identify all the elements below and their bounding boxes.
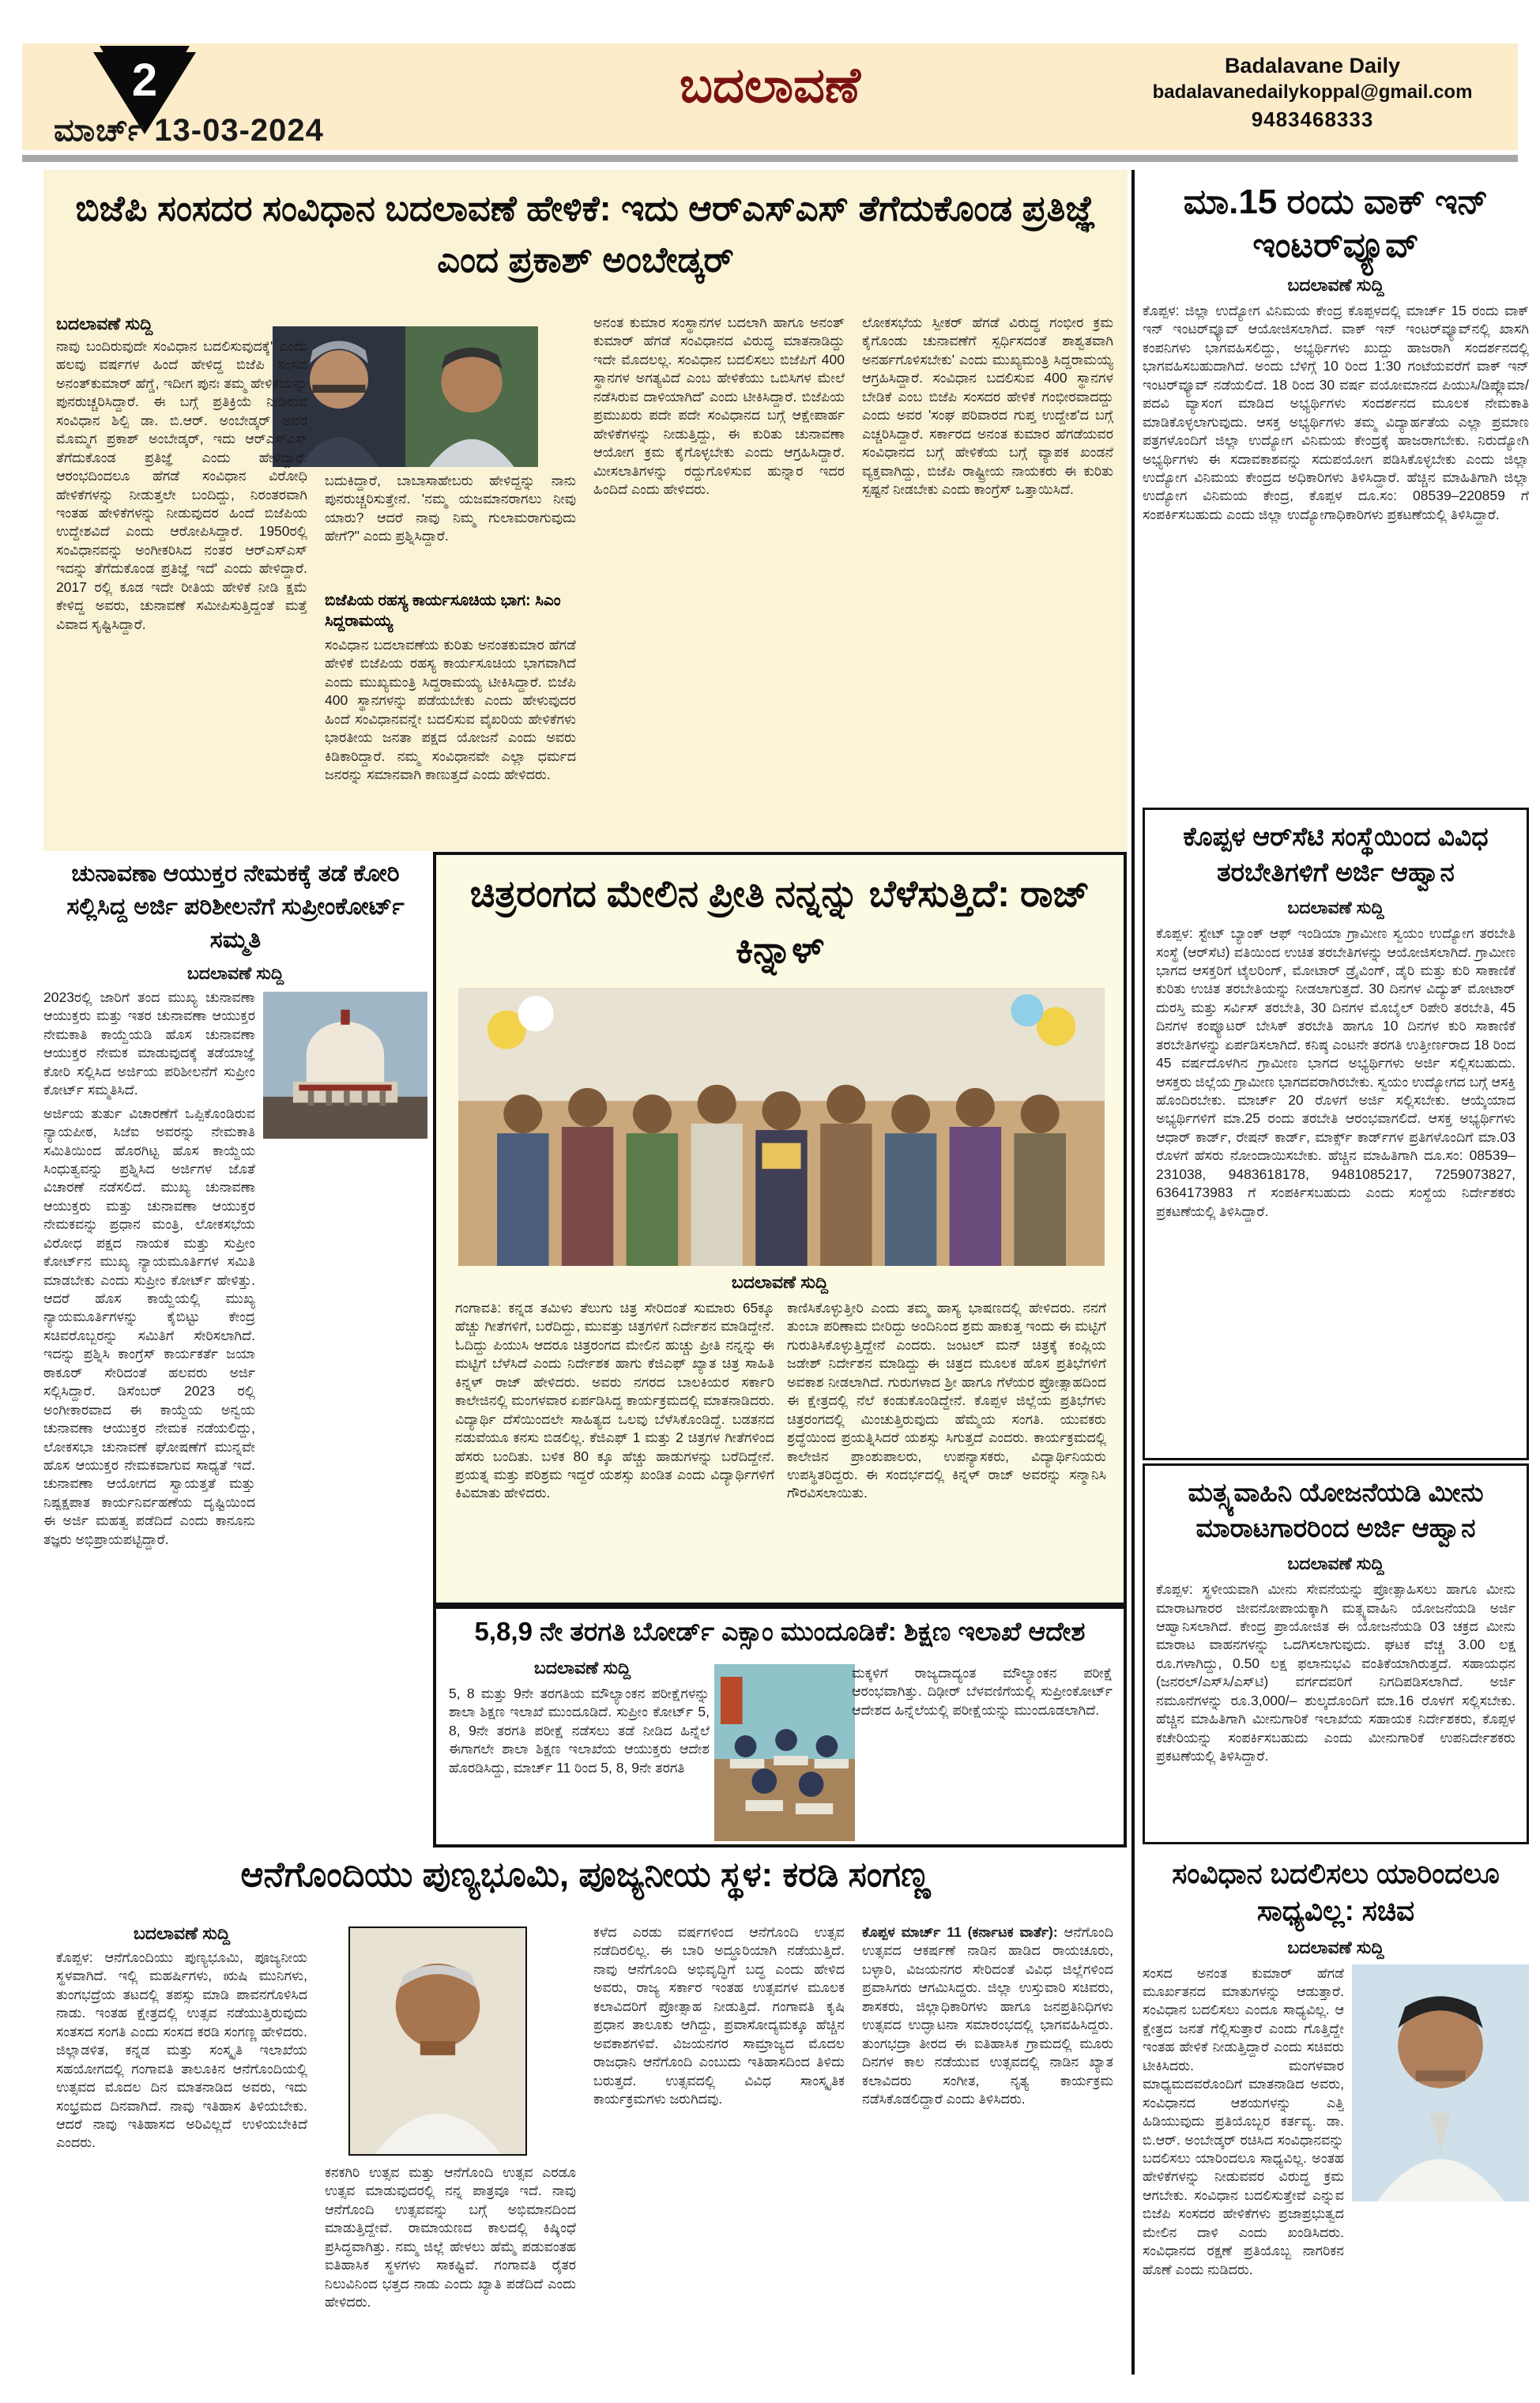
anegondi-col1-text: ಕೊಪ್ಪಳ: ಆನೆಗೊಂದಿಯು ಪುಣ್ಯಭೂಮಿ, ಪೂಜ್ಯನೀಯ ಸ್ಥಳವಾಗಿದೆ. ಇಲ್ಲಿ ಮಹರ್ಷಿಗಳು, ಋಷಿ ಮುನಿಗಳು, ತುಂಗಭದ್ರೆಯ ತಟದಲ್ಲಿ ತಪಸ್ಸು ಮಾಡಿ ಪಾವನಗೊಳಿಸಿದ ನಾಡು. ಇಂತಹ ಕ್ಷೇತ್ರದಲ್ಲಿ ಉತ್ಸವ ನಡೆಯುತ್ತಿರುವುದು ಸಂತಸದ ಸಂಗತಿ ಎಂದು ಸಂಸದ ಕರಡಿ ಸಂಗಣ್ಣ ಹೇಳಿದರು. ಜಿಲ್ಲಾಡಳಿತ, ಕನ್ನಡ ಮತ್ತು ಸಂಸ್ಕೃತಿ ಇಲಾಖೆಯ ಸಹಯೋಗದಲ್ಲಿ ಗಂಗಾವತಿ ತಾಲೂಕಿನ ಆನೆಗೊಂದಿಯಲ್ಲಿ ಉತ್ಸವದ ಮೊದಲ ದಿನ ಮಾತನಾಡಿದ ಅವರು, ಇದು ಸಂಭ್ರಮದ ದಿನವಾಗಿದೆ. ನಾವು ಇತಿಹಾಸ ತಿಳಿಯಬೇಕು. ಆದರೆ ನಾವು ಇತಿಹಾಸದ ಅರಿವಿಲ್ಲದೆ ಉಳಿಯಬೇಕಿದೆ ಎಂದರು. [56, 1949, 307, 2151]
lead-col2-text: ಸಂವಿಧಾನ ಬದಲಾವಣೆಯ ಕುರಿತು ಅನಂತಕುಮಾರ ಹೆಗಡೆ ಹೇಳಿಕೆ ಬಿಜೆಪಿಯ ರಹಸ್ಯ ಕಾರ್ಯಸೂಚಿಯ ಭಾಗವಾಗಿದೆ ಎಂದು ಮುಖ್ಯಮಂತ್ರಿ ಸಿದ್ದರಾಮಯ್ಯ ಟೀಕಿಸಿದ್ದಾರೆ. ಬಿಜೆಪಿ 400 ಸ್ಥಾನಗಳನ್ನು ಪಡೆಯಬೇಕು ಎಂದು ಹೇಳುವುದರ ಹಿಂದೆ ಸಂವಿಧಾನವನ್ನೇ ಬದಲಿಸುವ ವೈಖರಿಯ ಹೇಳಿಕೆಗಳು ಭಾರತೀಯ ಜನತಾ ಪಕ್ಷದ ಯೋಜನೆ ಎಂದು ಅವರು ಕಿಡಿಕಾರಿದ್ದಾರೆ. ನಮ್ಮ ಸಂವಿಧಾನವೇ ಎಲ್ಲಾ ಧರ್ಮದ ಜನರನ್ನು ಸಮಾನವಾಗಿ ಕಾಣುತ್ತದೆ ಎಂದು ಹೇಳಿದರು. [325, 637, 576, 783]
article-supreme-court [43, 857, 427, 1849]
walkin-headline: ಮಾ.15 ರಂದು ವಾಕ್ ಇನ್ ಇಂಟರ್‌ವ್ಯೂವ್ [1183, 183, 1489, 265]
cinema-byline: ಬದಲಾವಣೆ ಸುದ್ದಿ [731, 1272, 829, 1292]
lead-col2-top-text: ಬದುಕಿದ್ದಾರೆ, ಬಾಬಾಸಾಹೇಬರು ಹೇಳಿದ್ದನ್ನು ನಾನು ಪುನರುಚ್ಚರಿಸುತ್ತೇನೆ. 'ನಮ್ಮ ಯಜಮಾನರಾಗಲು ನೀವು ಯಾರು? ಆದರೆ ನಾವು ನಿಮ್ಮ ಗುಲಾಮರಾಗುವುದು ಹೇಗೆ?" ಎಂದು ಪ್ರಶ್ನಿಸಿದ್ದಾರೆ. [325, 473, 576, 544]
masthead [22, 43, 1518, 150]
supreme-body1: 2023ರಲ್ಲಿ ಜಾರಿಗೆ ತಂದ ಮುಖ್ಯ ಚುನಾವಣಾ ಆಯುಕ್ತರು ಮತ್ತು ಇತರ ಚುನಾವಣಾ ಆಯುಕ್ತರ ನೇಮಕಾತಿ ಕಾಯ್ದೆಯಡಿ ಹೊಸ ಚುನಾವಣಾ ಆಯುಕ್ತರ ನೇಮಕ ಮಾಡುವುದಕ್ಕೆ ತಡೆಯಾಜ್ಞೆ ಕೋರಿ ಸಲ್ಲಿಸಿದ ಅರ್ಜಿಯ ಪರಿಶೀಲನೆಗೆ ಸುಪ್ರೀಂ ಕೋರ್ಟ್ ಸಮ್ಮತಿಸಿದೆ. [43, 989, 255, 1098]
rail-divider [1131, 170, 1135, 2375]
karadi-sanganna-photo [348, 1927, 527, 2156]
lead-col-3 [593, 314, 845, 845]
exam-byline: ಬದಲಾವಣೆ ಸುದ್ದಿ [533, 1658, 631, 1678]
lead-col-1 [56, 314, 307, 845]
brand-email: badalavanedailykoppal@gmail.com [1152, 81, 1473, 104]
exam-col-right: ಮಕ್ಕಳಿಗೆ ರಾಜ್ಯದಾದ್ಯಂತ ಮೌಲ್ಯಾಂಕನ ಪರೀಕ್ಷೆ ಆರಂಭವಾಗಿತ್ತು. ದಿಢೀರ್ ಬೆಳವಣಿಗೆಯಲ್ಲಿ ಸುಪ್ರೀಂಕೋರ್ಟ್ ಆದೇಶದ ಹಿನ್ನೆಲೆಯಲ್ಲಿ ಪರೀಕ್ಷೆಯನ್ನು ಮುಂದೂಡಲಾಗಿದೆ. [852, 1665, 1113, 1718]
article-lead-constitution [43, 170, 1128, 851]
lead-col-4 [862, 314, 1113, 845]
exam-headline: 5,8,9 ನೇ ತರಗತಿ ಬೋರ್ಡ್ ಎಕ್ಸಾಂ ಮುಂದೂಡಿಕೆ: ಶಿಕ್ಷಣ ಇಲಾಖೆ ಆದೇಶ [474, 1617, 1086, 1646]
classroom-photo [714, 1664, 855, 1841]
anegondi-col-3 [593, 1923, 845, 2379]
lead-headline: ಬಿಜೆಪಿ ಸಂಸದರ ಸಂವಿಧಾನ ಬದಲಾವಣೆ ಹೇಳಿಕೆ: ಇದು ಆರ್‌ಎಸ್‌ಎಸ್ ತೆಗೆದುಕೊಂಡ ಪ್ರತಿಜ್ಞೆ ಎಂದ ಪ್ರಕಾಶ್ ಅಂಬೇಡ್ಕರ್ [75, 188, 1096, 281]
edition-date: ಮಾರ್ಚ್ 13-03-2024 [54, 113, 324, 148]
article-board-exam [433, 1606, 1127, 1847]
walkin-body: ಕೊಪ್ಪಳ: ಜಿಲ್ಲಾ ಉದ್ಯೋಗ ವಿನಿಮಯ ಕೇಂದ್ರ ಕೊಪ್ಪಳದಲ್ಲಿ ಮಾರ್ಚ್ 15 ರಂದು ವಾಕ್ ಇನ್ ಇಂಟರ್‌ವ್ಯೂವ್ ಆಯೋಜಿಸಲಾಗಿದೆ. ವಾಕ್ ಇನ್ ಇಂಟರ್‌ವ್ಯೂವ್‌ನಲ್ಲಿ ಖಾಸಗಿ ಕಂಪನಿಗಳು ಭಾಗವಹಿಸಲಿದ್ದು, ಅಭ್ಯರ್ಥಿಗಳು ಖುದ್ದು ಹಾಜರಾಗಿ ಸಂದರ್ಶನದಲ್ಲಿ ಭಾಗವಹಿಸಬಹುದಾಗಿದೆ. ಅಂದು ಬೆಳಿಗ್ಗೆ 10 ರಿಂದ 1:30 ಗಂಟೆಯವರೆಗೆ ವಾಕ್ ಇನ್ ಇಂಟರ್‌ವ್ಯೂವ್ ನಡೆಯಲಿದೆ. 18 ರಿಂದ 30 ವರ್ಷ ವಯೋಮಾನದ ಪಿಯುಸಿ/ಡಿಪ್ಲೊಮಾ/ಪದವಿ ವ್ಯಾಸಂಗ ಮಾಡಿದ ಅಭ್ಯರ್ಥಿಗಳು ಸಂದರ್ಶನದ ಮೂಲಕ ನೇಮಕಾತಿ ಮಾಡಿಕೊಳ್ಳಲಾಗುವುದು. ಆಸಕ್ತ ಅಭ್ಯರ್ಥಿಗಳು ತಮ್ಮ ವಿದ್ಯಾರ್ಹತೆಯ ಎಲ್ಲಾ ಪ್ರಮಾಣ ಪತ್ರಗಳೊಂದಿಗೆ ಜಿಲ್ಲಾ ಉದ್ಯೋಗ ವಿನಿಮಯ ಕೇಂದ್ರಕ್ಕೆ ಹಾಜರಾಗಬೇಕು. ನಿರುದ್ಯೋಗಿ ಅಭ್ಯರ್ಥಿಗಳು ಈ ಸದಾವಕಾಶವನ್ನು ಸದುಪಯೋಗ ಪಡಿಸಿಕೊಳ್ಳಬೇಕು ಎಂದು ಜಿಲ್ಲಾ ಉದ್ಯೋಗ ವಿನಿಮಯ ಕೇಂದ್ರದ ಅಧಿಕಾರಿಗಳು ತಿಳಿಸಿದ್ದಾರೆ. ಹೆಚ್ಚಿನ ಮಾಹಿತಿಗಾಗಿ ಜಿಲ್ಲಾ ಉದ್ಯೋಗ ವಿನಿಮಯ ಕೇಂದ್ರ, ಕೊಪ್ಪಳ ದೂ.ಸಂ: 08539–220859 ಗೆ ಸಂಪರ್ಕಿಸಬಹುದು ಎಂದು ಜಿಲ್ಲಾ ಉದ್ಯೋಗಾಧಿಕಾರಿಗಳು ಪ್ರಕಟಣೆಯಲ್ಲಿ ತಿಳಿಸಿದ್ದಾರೆ. [1143, 303, 1529, 522]
anegondi-byline: ಬದಲಾವಣೆ ಸುದ್ದಿ [133, 1923, 231, 1943]
anegondi-col2-text: ಕನಕಗಿರಿ ಉತ್ಸವ ಮತ್ತು ಆನೆಗೊಂದಿ ಉತ್ಸವ ಎರಡೂ ಉತ್ಸವ ಮಾಡುವುದರಲ್ಲಿ ನನ್ನ ಪಾತ್ರವೂ ಇದೆ. ನಾವು ಆನೆಗೊಂದಿ ಉತ್ಸವವನ್ನು ಬಗ್ಗೆ ಅಭಿಮಾನದಿಂದ ಮಾಡುತ್ತಿದ್ದೇವೆ. ರಾಮಾಯಣದ ಕಾಲದಲ್ಲಿ ಕಿಷ್ಕಿಂಧೆ ಪ್ರಸಿದ್ಧವಾಗಿತ್ತು. ನಮ್ಮ ಜಿಲ್ಲೆ ಹೇಳಲು ಹೆಮ್ಮೆ ಪಡುವಂತಹ ಐತಿಹಾಸಿಕ ಸ್ಥಳಗಳು ಸಾಕಷ್ಟಿವೆ. ಗಂಗಾವತಿ ರೈತರ ನಿಲುವಿನಿಂದ ಭತ್ತದ ನಾಡು ಎಂದು ಖ್ಯಾತಿ ಪಡೆದಿದೆ ಎಂದು ಹೇಳಿದರು. [325, 2164, 576, 2311]
brand-phone: 9483468333 [1251, 107, 1374, 131]
supreme-byline: ಬದಲಾವಣೆ ಸುದ್ದಿ [186, 963, 284, 983]
cinema-headline: ಚಿತ್ರರಂಗದ ಮೇಲಿನ ಪ್ರೀತಿ ನನ್ನನ್ನು ಬೆಳೆಸುತ್ತಿದೆ: ರಾಜ್ ಕಿನ್ನಾಳ್ [469, 872, 1090, 970]
lead-byline: ಬದಲಾವಣೆ ಸುದ್ದಿ [56, 314, 153, 333]
minister-photo [1352, 1964, 1529, 2201]
page-number: 2 [131, 55, 158, 107]
supreme-court-photo [263, 992, 427, 1139]
lead-col-2 [325, 314, 576, 845]
minister-headline: ಸಂವಿಧಾನ ಬದಲಿಸಲು ಯಾರಿಂದಲೂ ಸಾಧ್ಯವಿಲ್ಲ: ಸಚಿವ [1172, 1857, 1500, 1927]
supreme-body2: ಅರ್ಜಿಯ ತುರ್ತು ವಿಚಾರಣೆಗೆ ಒಪ್ಪಿಕೊಂಡಿರುವ ನ್ಯಾಯಪೀಠ, ಸಿಜೆಐ ಅವರನ್ನು ನೇಮಕಾತಿ ಸಮಿತಿಯಿಂದ ಹೊರಗಿಟ್ಟ ಹೊಸ ಕಾಯ್ದೆಯ ಸಿಂಧುತ್ವವನ್ನು ಪ್ರಶ್ನಿಸಿದ ಅರ್ಜಿಗಳ ಜೊತೆ ವಿಚಾರಣೆ ನಡೆಸಲಿದೆ. ಮುಖ್ಯ ಚುನಾವಣಾ ಆಯುಕ್ತರು ಮತ್ತು ಚುನಾವಣಾ ಆಯುಕ್ತರ ನೇಮಕವನ್ನು ಪ್ರಧಾನ ಮಂತ್ರಿ, ಲೋಕಸಭೆಯ ವಿರೋಧ ಪಕ್ಷದ ನಾಯಕ ಮತ್ತು ಸುಪ್ರೀಂ ಕೋರ್ಟ್‌ನ ಮುಖ್ಯ ನ್ಯಾಯಮೂರ್ತಿಗಳ ಸಮಿತಿ ಮಾಡಬೇಕು ಎಂದು ಸುಪ್ರೀಂ ಕೋರ್ಟ್ ಹೇಳಿತ್ತು. ಆದರೆ ಹೊಸ ಕಾಯ್ದೆಯಲ್ಲಿ ಮುಖ್ಯ ನ್ಯಾಯಮೂರ್ತಿಗಳನ್ನು ಕೈಬಿಟ್ಟು ಕೇಂದ್ರ ಸಚಿವರೊಬ್ಬರನ್ನು ಸಮಿತಿಗೆ ಸೇರಿಸಲಾಗಿದೆ. ಇದನ್ನು ಪ್ರಶ್ನಿಸಿ ಕಾಂಗ್ರೆಸ್ ಕಾರ್ಯಕರ್ತೆ ಜಯಾ ಠಾಕೂರ್ ಸೇರಿದಂತೆ ಹಲವರು ಅರ್ಜಿ ಸಲ್ಲಿಸಿದ್ದಾರೆ. ಡಿಸೆಂಬರ್ 2023 ರಲ್ಲಿ ಅಂಗೀಕಾರವಾದ ಈ ಕಾಯ್ದೆಯ ಅನ್ವಯ ಚುನಾವಣಾ ಆಯುಕ್ತರ ನೇಮಕ ನಡೆಯಲಿದ್ದು, ಲೋಕಸಭಾ ಚುನಾವಣೆ ಘೋಷಣೆಗೆ ಮುನ್ನವೇ ಹೊಸ ಆಯುಕ್ತರ ನೇಮಕವಾಗುವ ಸಾಧ್ಯತೆ ಇದೆ. ಚುನಾವಣಾ ಆಯೋಗದ ಸ್ವಾಯತ್ತತೆ ಮತ್ತು ನಿಷ್ಪಕ್ಷಪಾತ ಕಾರ್ಯನಿರ್ವಹಣೆಯ ದೃಷ್ಟಿಯಿಂದ ಈ ಅರ್ಜಿ ಮಹತ್ವ ಪಡೆದಿದೆ ಎಂದು ಕಾನೂನು ತಜ್ಞರು ಅಭಿಪ್ರಾಯಪಟ್ಟಿದ್ದಾರೆ. [43, 1105, 255, 1547]
cinema-col1: ಗಂಗಾವತಿ: ಕನ್ನಡ ತಮಿಳು ತೆಲುಗು ಚಿತ್ರ ಸೇರಿದಂತೆ ಸುಮಾರು 65ಕ್ಕೂ ಹೆಚ್ಚು ಗೀತೆಗಳಿಗೆ, ಬರೆದಿದ್ದು, ಮುವತ್ತು ಚಿತ್ರಗಳಿಗೆ ನಿರ್ದೇಶನ ಮಾಡಿದ್ದೇನೆ. ಓದಿದ್ದು ಪಿಯುಸಿ ಆದರೂ ಚಿತ್ರರಂಗದ ಮೇಲಿನ ಹುಚ್ಚು ಪ್ರೀತಿ ನನ್ನನ್ನು ಈ ಮಟ್ಟಿಗೆ ಬೆಳೆಸಿದೆ ಎಂದು ನಿರ್ದೇಶಕ ಹಾಗು ಕೆಜಿಎಫ್ ಖ್ಯಾತ ಚಿತ್ರ ಸಾಹಿತಿ ಕಿನ್ನಳ್ ರಾಜ್ ಹೇಳಿದರು. ಅವರು ನಗರದ ಬಾಲಕಿಯರ ಸರ್ಕಾರಿ ಕಾಲೇಜಿನಲ್ಲಿ ಮಂಗಳವಾರ ಏರ್ಪಡಿಸಿದ್ದ ಕಾರ್ಯಕ್ರಮದಲ್ಲಿ ಮಾತನಾಡಿದರು. ವಿದ್ಯಾರ್ಥಿ ದೆಸೆಯಿಂದಲೇ ಸಾಹಿತ್ಯದ ಒಲವು ಬೆಳೆಸಿಕೊಂಡಿದ್ದೆ. ಬಡತನದ ನಡುವೆಯೂ ಕನಸು ಬಿಡಲಿಲ್ಲ. ಕೆಜಿಎಫ್ 1 ಮತ್ತು 2 ಚಿತ್ರಗಳ ಗೀತೆಗಳಿಂದ ಹೆಸರು ಬಂದಿತು. ಬಳಿಕ 80 ಕ್ಕೂ ಹೆಚ್ಚು ಹಾಡುಗಳನ್ನು ಬರೆದಿದ್ದೇನೆ. ಪ್ರಯತ್ನ ಮತ್ತು ಪರಿಶ್ರಮ ಇದ್ದರೆ ಯಶಸ್ಸು ಖಂಡಿತ ಎಂದು ವಿದ್ಯಾರ್ಥಿಗಳಿಗೆ ಕಿವಿಮಾತು ಹೇಳಿದರು. [455, 1300, 774, 1501]
matsya-body: ಕೊಪ್ಪಳ: ಸ್ಥಳೀಯವಾಗಿ ಮೀನು ಸೇವನೆಯನ್ನು ಪ್ರೋತ್ಸಾಹಿಸಲು ಹಾಗೂ ಮೀನು ಮಾರಾಟಗಾರರ ಜೀವನೋಪಾಯಕ್ಕಾಗಿ ಮತ್ಸ್ಯವಾಹಿನಿ ಯೋಜನೆಯಡಿ ಅರ್ಜಿ ಆಹ್ವಾನಿಸಲಾಗಿದೆ. ಕೇಂದ್ರ ಪ್ರಾಯೋಜಿತ ಈ ಯೋಜನೆಯಡಿ 03 ಚಕ್ರದ ಮೀನು ಮಾರಾಟ ವಾಹನಗಳನ್ನು ಒದಗಿಸಲಾಗುವುದು. ಘಟಕ ವೆಚ್ಚ 3.00 ಲಕ್ಷ ರೂ.ಗಳಾಗಿದ್ದು, 0.50 ಲಕ್ಷ ಫಲಾನುಭವಿ ವಂತಿಕೆಯಾಗಿರುತ್ತದೆ. ಸಹಾಯಧನ (ಜನರಲ್/ಎಸ್‌ಸಿ/ಎಸ್‌ಟಿ) ವರ್ಗದವರಿಗೆ ನಿಗದಿಪಡಿಸಲಾಗಿದೆ. ಅರ್ಜಿ ನಮೂನೆಗಳನ್ನು ರೂ.3,000/– ಶುಲ್ಕದೊಂದಿಗೆ ಮಾ.16 ರೊಳಗೆ ಸಲ್ಲಿಸಬೇಕು. ಹೆಚ್ಚಿನ ಮಾಹಿತಿಗಾಗಿ ಮೀನುಗಾರಿಕೆ ಇಲಾಖೆಯ ಸಹಾಯಕ ನಿರ್ದೇಶಕರು, ಕೊಪ್ಪಳ ಕಚೇರಿಯನ್ನು ಸಂಪರ್ಕಿಸಬಹುದು ಎಂದು ಮೀನುಗಾರಿಕೆ ಉಪನಿರ್ದೇಶಕರು ಪ್ರಕಟಣೆಯಲ್ಲಿ ತಿಳಿಸಿದ್ದಾರೆ. [1156, 1581, 1516, 1765]
cinema-group-photo [458, 988, 1105, 1266]
minister-body-2: ಮಂಗಳವಾರ ಮಾಧ್ಯಮದವರೊಂದಿಗೆ ಮಾತನಾಡಿದ ಅವರು, ಸಂವಿಧಾನದ ಆಶಯಗಳನ್ನು ಎತ್ತಿ ಹಿಡಿಯುವುದು ಪ್ರತಿಯೊಬ್ಬರ ಕರ್ತವ್ಯ. ಡಾ. ಬಿ.ಆರ್. ಅಂಬೇಡ್ಕರ್ ರಚಿಸಿದ ಸಂವಿಧಾನವನ್ನು ಬದಲಿಸಲು ಯಾರಿಂದಲೂ ಸಾಧ್ಯವಿಲ್ಲ. ಅಂತಹ ಹೇಳಿಕೆಗಳನ್ನು ನೀಡುವವರ ವಿರುದ್ಧ ಕ್ರಮ ಆಗಬೇಕು. ಸಂವಿಧಾನ ಬದಲಿಸುತ್ತೇವೆ ಎನ್ನುವ ಬಿಜೆಪಿ ಸಂಸದರ ಹೇಳಿಕೆಗಳು ಪ್ರಜಾಪ್ರಭುತ್ವದ ಮೇಲಿನ ದಾಳಿ ಎಂದು ಖಂಡಿಸಿದರು. ಸಂವಿಧಾನದ ರಕ್ಷಣೆ ಪ್ರತಿಯೊಬ್ಬ ನಾಗರಿಕನ ಹೊಣೆ ಎಂದು ನುಡಿದರು. [1143, 2057, 1344, 2277]
arseti-body: ಕೊಪ್ಪಳ: ಸ್ಟೇಟ್ ಬ್ಯಾಂಕ್ ಆಫ್ ಇಂಡಿಯಾ ಗ್ರಾಮೀಣ ಸ್ವಯಂ ಉದ್ಯೋಗ ತರಬೇತಿ ಸಂಸ್ಥೆ (ಆರ್‌ಸೆಟಿ) ವತಿಯಿಂದ ಉಚಿತ ತರಬೇತಿಗಳನ್ನು ಆಯೋಜಿಸಲಾಗಿದೆ. ಗ್ರಾಮೀಣ ಭಾಗದ ಆಸಕ್ತರಿಗೆ ಟೈಲರಿಂಗ್, ಮೋಟಾರ್ ಡ್ರೈವಿಂಗ್, ಡೈರಿ ಮತ್ತು ಕುರಿ ಸಾಕಾಣಿಕೆ ಕುರಿತು ಉಚಿತ ತರಬೇತಿಯನ್ನು ನೀಡಲಾಗುತ್ತದೆ. 30 ದಿನಗಳ ವಿದ್ಯುತ್ ಮೋಟಾರ್ ದುರಸ್ತಿ ಮತ್ತು ಸರ್ವಿಸ್ ತರಬೇತಿ, 30 ದಿನಗಳ ಮೊಬೈಲ್ ರಿಪೇರಿ ತರಬೇತಿ, 45 ದಿನಗಳ ಕಂಪ್ಯೂಟರ್ ಬೇಸಿಕ್ ತರಬೇತಿ ಹಾಗೂ 10 ದಿನಗಳ ಕುರಿ ಸಾಕಾಣಿಕೆ ತರಬೇತಿಗಳನ್ನು ಏರ್ಪಡಿಸಲಾಗಿದೆ. ಕನಿಷ್ಠ ಎಂಟನೇ ತರಗತಿ ಉತ್ತೀರ್ಣರಾದ 18 ರಿಂದ 45 ವರ್ಷದೊಳಗಿನ ಗ್ರಾಮೀಣ ಭಾಗದ ಅಭ್ಯರ್ಥಿಗಳು ಅರ್ಜಿ ಸಲ್ಲಿಸಬಹುದು. ಆಸಕ್ತರು ಜಿಲ್ಲೆಯ ಗ್ರಾಮೀಣ ಭಾಗದವರಾಗಿರಬೇಕು. ಸ್ವಯಂ ಉದ್ಯೋಗದ ಬಗ್ಗೆ ಆಸಕ್ತಿ ಹೊಂದಿರಬೇಕು. ಮಾರ್ಚ್ 20 ರೊಳಗೆ ಅರ್ಜಿ ಸಲ್ಲಿಸಬೇಕು. ಆಯ್ಕೆಯಾದ ಅಭ್ಯರ್ಥಿಗಳಿಗೆ ಮಾ.25 ರಂದು ತರಬೇತಿ ಆರಂಭವಾಗಲಿದೆ. ಆಸಕ್ತ ಅಭ್ಯರ್ಥಿಗಳು ಆಧಾರ್ ಕಾರ್ಡ್, ರೇಷನ್ ಕಾರ್ಡ್, ಮಾರ್ಕ್ಸ್ ಕಾರ್ಡ್‌ಗಳ ಪ್ರತಿಗಳೊಂದಿಗೆ ಮಾ.03 ರೊಳಗೆ ಹೆಸರು ನೋಂದಾಯಿಸಬೇಕು. ಹೆಚ್ಚಿನ ಮಾಹಿತಿಗಾಗಿ ದೂ.ಸಂ: 08539–231038, 9483618178, 9481085217, 7259073827, 6364173983 ಗೆ ಸಂಪರ್ಕಿಸಬಹುದು ಎಂದು ಸಂಸ್ಥೆಯ ನಿರ್ದೇಶಕರು ಪ್ರಕಟಣೆಯಲ್ಲಿ ತಿಳಿಸಿದ್ದಾರೆ. [1156, 925, 1516, 1219]
anegondi-col-4 [862, 1923, 1113, 2379]
article-minister-constitution [1143, 1855, 1529, 2385]
lead-col1-text: ನಾವು ಬಂದಿರುವುದೇ ಸಂವಿಧಾನ ಬದಲಿಸುವುದಕ್ಕೆ' ಎಂದು ಹಲವು ವರ್ಷಗಳ ಹಿಂದೆ ಹೇಳಿದ್ದ ಬಿಜೆಪಿ ಸಂಸದ ಅನಂತ್‌ಕುಮಾರ್ ಹೆಗ್ಡೆ, ಇದೀಗ ಪುನಃ ತಮ್ಮ ಹೇಳಿಕೆಯನ್ನು ಪುನರುಚ್ಚರಿಸಿದ್ದಾರೆ. ಈ ಬಗ್ಗೆ ಪ್ರತಿಕ್ರಿಯೆ ನೀಡಿರುವ ಸಂವಿಧಾನ ಶಿಲ್ಪಿ ಡಾ. ಬಿ.ಆರ್. ಅಂಬೇಡ್ಕರ್ ಅವರ ಮೊಮ್ಮಗ ಪ್ರಕಾಶ್ ಅಂಬೇಡ್ಕರ್, ಇದು ಆರ್‌ಎಸ್‌ಎಸ್ ತೆಗೆದುಕೊಂಡ ಪ್ರತಿಜ್ಞೆ ಎಂದು ಹೇಳಿದ್ದಾರೆ. ಆರಂಭದಿಂದಲೂ ಹೆಗಡೆ ಸಂವಿಧಾನ ವಿರೋಧಿ ಹೇಳಿಕೆಗಳನ್ನು ನೀಡುತ್ತಲೇ ಬಂದಿದ್ದು, ನಿರಂತರವಾಗಿ ಇಂತಹ ಹೇಳಿಕೆಗಳನ್ನು ನೀಡುವುದರ ಹಿಂದೆ ಬಿಜೆಪಿಯ ಉದ್ದೇಶವಿದೆ ಎಂದು ಆರೋಪಿಸಿದ್ದಾರೆ. 1950ರಲ್ಲಿ ಸಂವಿಧಾನವನ್ನು ಅಂಗೀಕರಿಸಿದ ನಂತರ ಆರ್‌ಎಸ್‌ಎಸ್ ಇದನ್ನು ತೆಗೆದುಕೊಂಡ ಪ್ರತಿಜ್ಞೆ ಇದೆ' ಎಂದು ಹೇಳಿದ್ದಾರೆ. 2017 ರಲ್ಲಿ ಕೂಡ ಇದೇ ರೀತಿಯ ಹೇಳಿಕೆ ನೀಡಿ ಕ್ಷಮೆ ಕೇಳಿದ್ದ ಅವರು, ಚುನಾವಣೆ ಸಮೀಪಿಸುತ್ತಿದ್ದಂತೆ ಮತ್ತೆ ವಿವಾದ ಸೃಷ್ಟಿಸಿದ್ದಾರೆ. [56, 338, 307, 632]
article-raj-kinnal [433, 852, 1127, 1606]
minister-body [1143, 1964, 1344, 2403]
anegondi-col-2 [325, 1923, 576, 2379]
masthead-divider [22, 155, 1518, 162]
article-arseti-training [1143, 808, 1529, 1460]
lead-subheadline: ಬಿಜೆಪಿಯ ರಹಸ್ಯ ಕಾರ್ಯಸೂಚಿಯ ಭಾಗ: ಸಿಎಂ ಸಿದ್ದರಾಮಯ್ಯ [325, 592, 561, 630]
arseti-headline: ಕೊಪ್ಪಳ ಆರ್‌ಸೆಟಿ ಸಂಸ್ಥೆಯಿಂದ ವಿವಿಧ ತರಬೇತಿಗಳಿಗೆ ಅರ್ಜಿ ಆಹ್ವಾನ [1183, 822, 1489, 887]
article-matsyavahini [1143, 1463, 1529, 1844]
lead-col4-text: ಲೋಕಸಭೆಯ ಸ್ಪೀಕರ್ ಹೆಗಡೆ ವಿರುದ್ಧ ಗಂಭೀರ ಕ್ರಮ ಕೈಗೊಂಡು ಚುನಾವಣೆಗೆ ಸ್ಪರ್ಧಿಸದಂತೆ ಶಾಶ್ವತವಾಗಿ ಅನರ್ಹಗೊಳಿಸಬೇಕು' ಎಂದು ಮುಖ್ಯಮಂತ್ರಿ ಸಿದ್ದರಾಮಯ್ಯ ಆಗ್ರಹಿಸಿದ್ದಾರೆ. ಸಂವಿಧಾನ ಬದಲಿಸುವ 400 ಸ್ಥಾನಗಳ ಬೇಡಿಕೆ ಎಂಬ ಬಿಜೆಪಿ ಸಂಸದರ ಹೇಳಿಕೆ ಗಂಭೀರವಾದದ್ದು ಎಂದು ಅವರ 'ಸಂಘ ಪರಿವಾರದ ಗುಪ್ತ ಉದ್ದೇಶ'ದ ಬಗ್ಗೆ ಎಚ್ಚರಿಸಿದ್ದಾರೆ. ಸರ್ಕಾರದ ಅನಂತ ಕುಮಾರ ಹೆಗಡೆಯವರ ಸಂವಿಧಾನದ ಬಗ್ಗೆ ಹೇಳಿಕೆಯ ಬಗ್ಗೆ ವ್ಯಾಪಕ ಖಂಡನೆ ವ್ಯಕ್ತವಾಗಿದ್ದು, ಬಿಜೆಪಿ ರಾಷ್ಟ್ರೀಯ ನಾಯಕರು ಈ ಕುರಿತು ಸ್ಪಷ್ಟನೆ ನೀಡಬೇಕು ಎಂದು ಕಾಂಗ್ರೆಸ್ ಒತ್ತಾಯಿಸಿದೆ. [862, 314, 1113, 497]
article-anegondi [43, 1855, 1128, 2386]
minister-body-1: ಸಂಸದ ಅನಂತ ಕುಮಾರ್ ಹೆಗಡೆ ಮೂರ್ಖತನದ ಮಾತುಗಳನ್ನು ಆಡುತ್ತಾರೆ. ಸಂವಿಧಾನ ಬದಲಿಸಲು ಎಂದೂ ಸಾಧ್ಯವಿಲ್ಲ. ಆ ಕ್ಷೇತ್ರದ ಜನತೆ ಗೆಲ್ಲಿಸುತ್ತಾರೆ ಎಂದು ಗೊತ್ತಿದ್ದೇ ಇಂತಹ ಹೇಳಿಕೆ ನೀಡುತ್ತಿದ್ದಾರೆ ಎಂದು ಸಚಿವರು ಟೀಕಿಸಿದರು. [1143, 1964, 1344, 2073]
cinema-col2: ಕಾಣಿಸಿಕೊಳ್ಳುತ್ತೀರಿ ಎಂದು ತಮ್ಮ ಹಾಸ್ಯ ಭಾಷಣದಲ್ಲಿ ಹೇಳಿದರು. ನನಗೆ ತುಂಬಾ ಪರಿಣಾಮ ಬೀರಿದ್ದು ಅಂದಿನಿಂದ ಶ್ರಮ ಹಾಕುತ್ತ ಇಂದು ಈ ಮಟ್ಟಿಗೆ ಗುರುತಿಸಿಕೊಳ್ಳುತ್ತಿದ್ದೇನೆ ಎಂದರು. ಜಂಟಲ್ ಮನ್ ಚಿತ್ರಕ್ಕೆ ಕಂಪ್ಲಿಯ ಜಡೇಶ್ ನಿರ್ದೇಶನ ಮಾಡಿದ್ದು ಈ ಚಿತ್ರದ ಮೂಲಕ ಹೊಸ ಪ್ರತಿಭೆಗಳಿಗೆ ಅವಕಾಶ ನೀಡಲಾಗಿದೆ. ಗುರುಗಳಾದ ಶ್ರೀ ಹಾಗೂ ಗೆಳೆಯರ ಪ್ರೋತ್ಸಾಹದಿಂದ ಈ ಕ್ಷೇತ್ರದಲ್ಲಿ ನೆಲೆ ಕಂಡುಕೊಂಡಿದ್ದೇನೆ. ಕೊಪ್ಪಳ ಜಿಲ್ಲೆಯ ಪ್ರತಿಭೆಗಳು ಚಿತ್ರರಂಗದಲ್ಲಿ ಮಿಂಚುತ್ತಿರುವುದು ಹೆಮ್ಮೆಯ ಸಂಗತಿ. ಯುವಕರು ಶ್ರದ್ಧೆಯಿಂದ ಪ್ರಯತ್ನಿಸಿದರೆ ಯಶಸ್ಸು ಸಿಗುತ್ತದೆ ಎಂದರು. ಕಾರ್ಯಕ್ರಮದಲ್ಲಿ ಕಾಲೇಜಿನ ಪ್ರಾಂಶುಪಾಲರು, ಉಪನ್ಯಾಸಕರು, ವಿದ್ಯಾರ್ಥಿನಿಯರು ಉಪಸ್ಥಿತರಿದ್ದರು. ಈ ಸಂದರ್ಭದಲ್ಲಿ ಕಿನ್ನಳ್ ರಾಜ್ ಅವರನ್ನು ಸನ್ಮಾನಿಸಿ ಗೌರವಿಸಲಾಯಿತು. [787, 1300, 1106, 1501]
matsya-headline: ಮತ್ಸ್ಯವಾಹಿನಿ ಯೋಜನೆಯಡಿ ಮೀನು ಮಾರಾಟಗಾರರಿಂದ ಅರ್ಜಿ ಆಹ್ವಾನ [1188, 1478, 1484, 1542]
article-walk-in-interview [1143, 180, 1529, 803]
lead-col3-text: ಅನಂತ ಕುಮಾರ ಸಂಸ್ಥಾನಗಳ ಬದಲಾಗಿ ಹಾಗೂ ಅನಂತ್ ಕುಮಾರ್ ಹೆಗಡೆ ಸಂವಿಧಾನದ ವಿರುದ್ಧ ಮಾತನಾಡಿದ್ದು ಇದೇ ಮೊದಲಲ್ಲ. ಸಂವಿಧಾನ ಬದಲಿಸಲು ಬಿಜೆಪಿಗೆ 400 ಸ್ಥಾನಗಳ ಅಗತ್ಯವಿದೆ ಎಂಬ ಹೇಳಿಕೆಯು ಒಬಿಸಿಗಳ ಮೇಲೆ ನಡೆಸಿರುವ ದಾಳಿಯಾಗಿದೆ' ಎಂದು ಟೀಕಿಸಿದ್ದಾರೆ. ಬಿಜೆಪಿಯ ಪ್ರಮುಖರು ಪದೇ ಪದೇ ಸಂವಿಧಾನದ ಬಗ್ಗೆ ಆಕ್ಷೇಪಾರ್ಹ ಹೇಳಿಕೆಗಳನ್ನು ನೀಡುತ್ತಿದ್ದು, ಈ ಕುರಿತು ಚುನಾವಣಾ ಆಯೋಗ ಕ್ರಮ ಕೈಗೊಳ್ಳಬೇಕು ಎಂದು ಆಗ್ರಹಿಸಿದ್ದಾರೆ. ಮೀಸಲಾತಿಗಳನ್ನು ರದ್ದುಗೊಳಿಸುವ ಹುನ್ನಾರ ಇದರ ಹಿಂದಿದೆ ಎಂದು ಹೇಳಿದರು. [593, 314, 845, 497]
anegondi-col3-text: ಕಳೆದ ಎರಡು ವರ್ಷಗಳಿಂದ ಆನೆಗೊಂದಿ ಉತ್ಸವ ನಡೆದಿರಲಿಲ್ಲ. ಈ ಬಾರಿ ಅದ್ಧೂರಿಯಾಗಿ ನಡೆಯುತ್ತಿದೆ. ನಾವು ಆನೆಗೊಂದಿ ಅಭಿವೃದ್ಧಿಗೆ ಬದ್ಧ ಎಂದು ಹೇಳಿದ ಅವರು, ರಾಜ್ಯ ಸರ್ಕಾರ ಇಂತಹ ಉತ್ಸವಗಳ ಮೂಲಕ ಕಲಾವಿದರಿಗೆ ಪ್ರೋತ್ಸಾಹ ನೀಡುತ್ತಿದೆ. ಗಂಗಾವತಿ ಕೃಷಿ ಪ್ರಧಾನ ತಾಲೂಕು ಆಗಿದ್ದು, ಪ್ರವಾಸೋದ್ಯಮಕ್ಕೂ ಹೆಚ್ಚಿನ ಅವಕಾಶಗಳಿವೆ. ವಿಜಯನಗರ ಸಾಮ್ರಾಜ್ಯದ ಮೊದಲ ರಾಜಧಾನಿ ಆನೆಗೊಂದಿ ಎಂಬುದು ಇತಿಹಾಸದಿಂದ ತಿಳಿದು ಬರುತ್ತದೆ. ಉತ್ಸವದಲ್ಲಿ ವಿವಿಧ ಸಾಂಸ್ಕೃತಿಕ ಕಾರ್ಯಕ್ರಮಗಳು ಜರುಗಿದವು. [593, 1924, 845, 2107]
supreme-headline: ಚುನಾವಣಾ ಆಯುಕ್ತರ ನೇಮಕಕ್ಕೆ ತಡೆ ಕೋರಿ ಸಲ್ಲಿಸಿದ್ದ ಅರ್ಜಿ ಪರಿಶೀಲನೆಗೆ ಸುಪ್ರೀಂಕೋರ್ಟ್ ಸಮ್ಮತಿ [66, 861, 405, 953]
anegondi-dateline: ಕೊಪ್ಪಳ ಮಾರ್ಚ್ 11 (ಕರ್ನಾಟಕ ವಾರ್ತೆ): [862, 1924, 1058, 1940]
exam-col-left: 5, 8 ಮತ್ತು 9ನೇ ತರಗತಿಯ ಮೌಲ್ಯಾಂಕನ ಪರೀಕ್ಷೆಗಳನ್ನು ಶಾಲಾ ಶಿಕ್ಷಣ ಇಲಾಖೆ ಮುಂದೂಡಿದೆ. ಸುಪ್ರೀಂ ಕೋರ್ಟ್ 5, 8, 9ನೇ ತರಗತಿ ಪರೀಕ್ಷೆ ನಡೆಸಲು ತಡೆ ನೀಡಿದ ಹಿನ್ನೆಲೆ ಈಗಾಗಲೇ ಶಾಲಾ ಶಿಕ್ಷಣ ಇಲಾಖೆಯ ಆಯುಕ್ತರು ಆದೇಶ ಹೊರಡಿಸಿದ್ದು, ಮಾರ್ಚ್ 11 ರಿಂದ 5, 8, 9ನೇ ತರಗತಿ [449, 1685, 710, 1776]
minister-byline: ಬದಲಾವಣೆ ಸುದ್ದಿ [1287, 1937, 1384, 1957]
anegondi-col4-text: ಆನೆಗೊಂದಿ ಉತ್ಸವದ ಆಕರ್ಷಣೆ ನಾಡಿನ ಹಾಡಿದ ರಾಯಚೂರು, ಬಳ್ಳಾರಿ, ವಿಜಯನಗರ ಸೇರಿದಂತೆ ವಿವಿಧ ಜಿಲ್ಲೆಗಳಿಂದ ಪ್ರವಾಸಿಗರು ಆಗಮಿಸಿದ್ದರು. ಜಿಲ್ಲಾ ಉಸ್ತುವಾರಿ ಸಚಿವರು, ಶಾಸಕರು, ಜಿಲ್ಲಾಧಿಕಾರಿಗಳು ಹಾಗೂ ಜನಪ್ರತಿನಿಧಿಗಳು ಉತ್ಸವದ ಉದ್ಘಾಟನಾ ಸಮಾರಂಭದಲ್ಲಿ ಭಾಗವಹಿಸಿದ್ದರು. ತುಂಗಭದ್ರಾ ತೀರದ ಈ ಐತಿಹಾಸಿಕ ಗ್ರಾಮದಲ್ಲಿ ಮೂರು ದಿನಗಳ ಕಾಲ ನಡೆಯುವ ಉತ್ಸವದಲ್ಲಿ ನಾಡಿನ ಖ್ಯಾತ ಕಲಾವಿದರು ಸಂಗೀತ, ನೃತ್ಯ ಕಾರ್ಯಕ್ರಮ ನಡೆಸಿಕೊಡಲಿದ್ದಾರೆ ಎಂದು ತಿಳಿಸಿದರು. [862, 1924, 1113, 2107]
masthead-title: ಬದಲಾವಣೆ [679, 58, 861, 113]
arseti-byline: ಬದಲಾವಣೆ ಸುದ್ದಿ [1287, 898, 1384, 918]
walkin-byline: ಬದಲಾವಣೆ ಸುದ್ದಿ [1287, 275, 1384, 295]
anegondi-headline: ಆನೆಗೊಂದಿಯು ಪುಣ್ಯಭೂಮಿ, ಪೂಜ್ಯನೀಯ ಸ್ಥಳ: ಕರಡಿ ಸಂಗಣ್ಣ [240, 1855, 931, 1894]
matsya-byline: ಬದಲಾವಣೆ ಸುದ್ದಿ [1287, 1554, 1384, 1574]
masthead-contact [1131, 51, 1494, 134]
anegondi-col-1 [56, 1923, 307, 2379]
brand-name: Badalavane Daily [1224, 54, 1401, 77]
